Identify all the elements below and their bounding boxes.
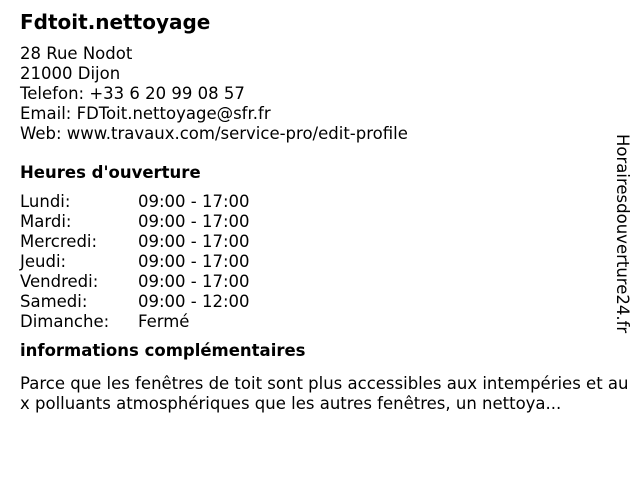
- address-street: 28 Rue Nodot: [20, 44, 133, 63]
- hours-row-tuesday: [20, 212, 630, 232]
- hours-day: Lundi:: [20, 192, 71, 211]
- opening-hours-table: [20, 192, 630, 332]
- hours-time: 09:00 - 17:00: [138, 252, 250, 271]
- hours-time: 09:00 - 17:00: [138, 192, 250, 211]
- hours-day: Mercredi:: [20, 232, 98, 251]
- hours-day: Dimanche:: [20, 312, 110, 331]
- hours-day: Jeudi:: [20, 252, 67, 271]
- hours-time: 09:00 - 17:00: [138, 232, 250, 251]
- hours-row-wednesday: [20, 232, 630, 252]
- additional-info-text: Parce que les fenêtres de toit sont plus accessibles aux intempéries et aux polluants atmosphériques que les autres fenêtres, un nettoya...: [20, 374, 629, 413]
- hours-row-saturday: [20, 292, 630, 312]
- business-name: Fdtoit.nettoyage: [20, 10, 211, 34]
- hours-time: 09:00 - 17:00: [138, 272, 250, 291]
- hours-row-sunday: [20, 312, 630, 332]
- business-card: [20, 8, 630, 414]
- hours-day: Samedi:: [20, 292, 88, 311]
- contact-block: [20, 44, 630, 144]
- opening-hours-heading: Heures d'ouverture: [20, 163, 201, 182]
- hours-time: 09:00 - 12:00: [138, 292, 250, 311]
- hours-row-thursday: [20, 252, 630, 272]
- site-watermark: Horairesdouverture24.fr: [613, 134, 632, 334]
- hours-row-monday: [20, 192, 630, 212]
- email-line: Email: FDToit.nettoyage@sfr.fr: [20, 104, 271, 123]
- address-city: 21000 Dijon: [20, 64, 121, 83]
- hours-day: Vendredi:: [20, 272, 99, 291]
- phone-line: Telefon: +33 6 20 99 08 57: [20, 84, 245, 103]
- web-line: Web: www.travaux.com/service-pro/edit-profile: [20, 124, 408, 143]
- hours-time: Fermé: [138, 312, 190, 331]
- hours-row-friday: [20, 272, 630, 292]
- hours-time: 09:00 - 17:00: [138, 212, 250, 231]
- hours-day: Mardi:: [20, 212, 72, 231]
- additional-info-heading: informations complémentaires: [20, 341, 306, 360]
